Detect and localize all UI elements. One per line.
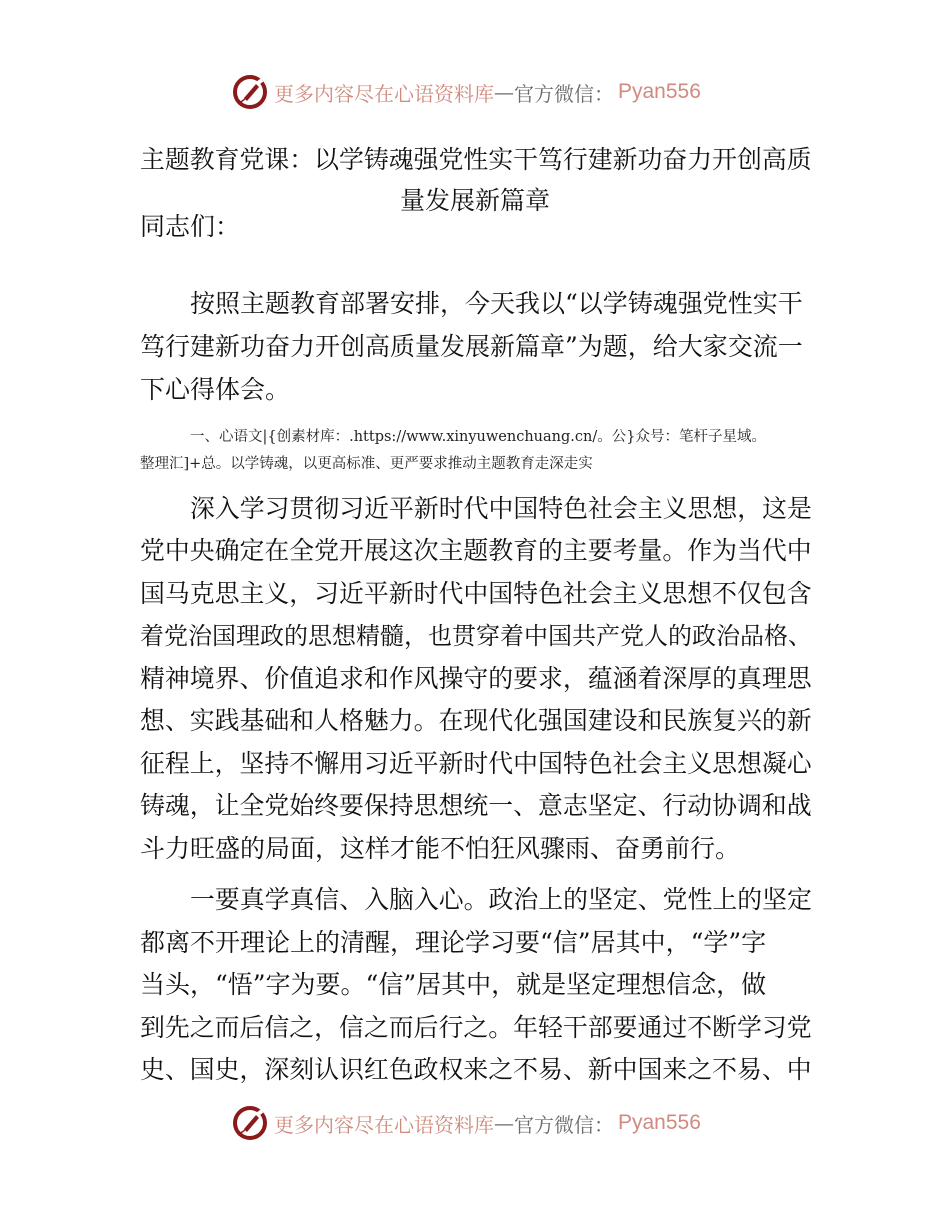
header-watermark-banner <box>232 72 722 112</box>
salutation: 同志们： <box>140 212 241 241</box>
paragraph-1-line: 斗力旺盛的局面，这样才能不怕狂风骤雨、奋勇前行。 <box>140 834 741 863</box>
banner-main-text: 更多内容尽在心语资料库 <box>274 81 494 106</box>
paragraph-2-line: 一要真学真信、入脑入心。政治上的坚定、党性上的坚定 <box>190 885 812 914</box>
banner-separator: — <box>494 1111 514 1135</box>
paragraph-1-line: 着党治国理政的思想精髓，也贯穿着中国共产党人的政治品格、 <box>140 622 812 650</box>
document-title-line-2: 量发展新篇章 <box>399 186 550 215</box>
paragraph-1-line: 铸魂，让全党始终要保持思想统一、意志坚定、行动协调和战 <box>140 791 812 820</box>
paragraph-1-line: 想、实践基础和人格魅力。在现代化强国建设和民族复兴的新 <box>140 706 812 735</box>
paragraph-1-line: 深入学习贯彻习近平新时代中国特色社会主义思想，这是 <box>190 494 812 523</box>
paragraph-2-line: 到先之而后信之，信之而后行之。年轻干部要通过不断学习党 <box>140 1013 812 1042</box>
quill-pen-logo-icon <box>232 1105 268 1141</box>
section-heading-line: 一、心语文|{创素材库：.https://www.xinyuwenchuang.cn/。公}众号：笔杆子星域。 <box>190 429 766 445</box>
paragraph-1-line: 精神境界、价值追求和作风操守的要求，蕴涵着深厚的真理思 <box>140 664 812 693</box>
paragraph-1-line: 国马克思主义，习近平新时代中国特色社会主义思想不仅包含 <box>140 579 812 608</box>
banner-sub-text: 官方微信： <box>514 1112 614 1137</box>
document-title-line-1: 主题教育党课：以学铸魂强党性实干笃行建新功奋力开创高质 <box>140 145 812 174</box>
banner-wechat-id: Pyan556 <box>618 1111 701 1134</box>
paragraph-2-line: 都离不开理论上的清醒，理论学习要“信”居其中，“学”字 <box>140 928 767 957</box>
paragraph-2-line: 当头，“悟”字为要。“信”居其中，就是坚定理想信念，做 <box>140 970 767 999</box>
quill-pen-logo-icon <box>232 74 268 110</box>
intro-line: 笃行建新功奋力开创高质量发展新篇章”为题，给大家交流一 <box>140 332 803 361</box>
intro-line: 按照主题教育部署安排，今天我以“以学铸魂强党性实干 <box>190 289 803 318</box>
paragraph-1-line: 征程上，坚持不懈用习近平新时代中国特色社会主义思想凝心 <box>140 749 812 778</box>
banner-separator: — <box>494 80 514 104</box>
section-heading-line: 整理汇]+总。以学铸魂，以更高标准、更严要求推动主题教育走深走实 <box>140 456 593 472</box>
banner-sub-text: 官方微信： <box>514 81 614 106</box>
footer-watermark-banner <box>232 1103 722 1143</box>
paragraph-2-line: 史、国史，深刻认识红色政权来之不易、新中国来之不易、中 <box>140 1055 812 1084</box>
intro-line: 下心得体会。 <box>140 375 291 404</box>
paragraph-1-line: 党中央确定在全党开展这次主题教育的主要考量。作为当代中 <box>140 536 812 565</box>
banner-main-text: 更多内容尽在心语资料库 <box>274 1112 494 1137</box>
banner-wechat-id: Pyan556 <box>618 80 701 103</box>
